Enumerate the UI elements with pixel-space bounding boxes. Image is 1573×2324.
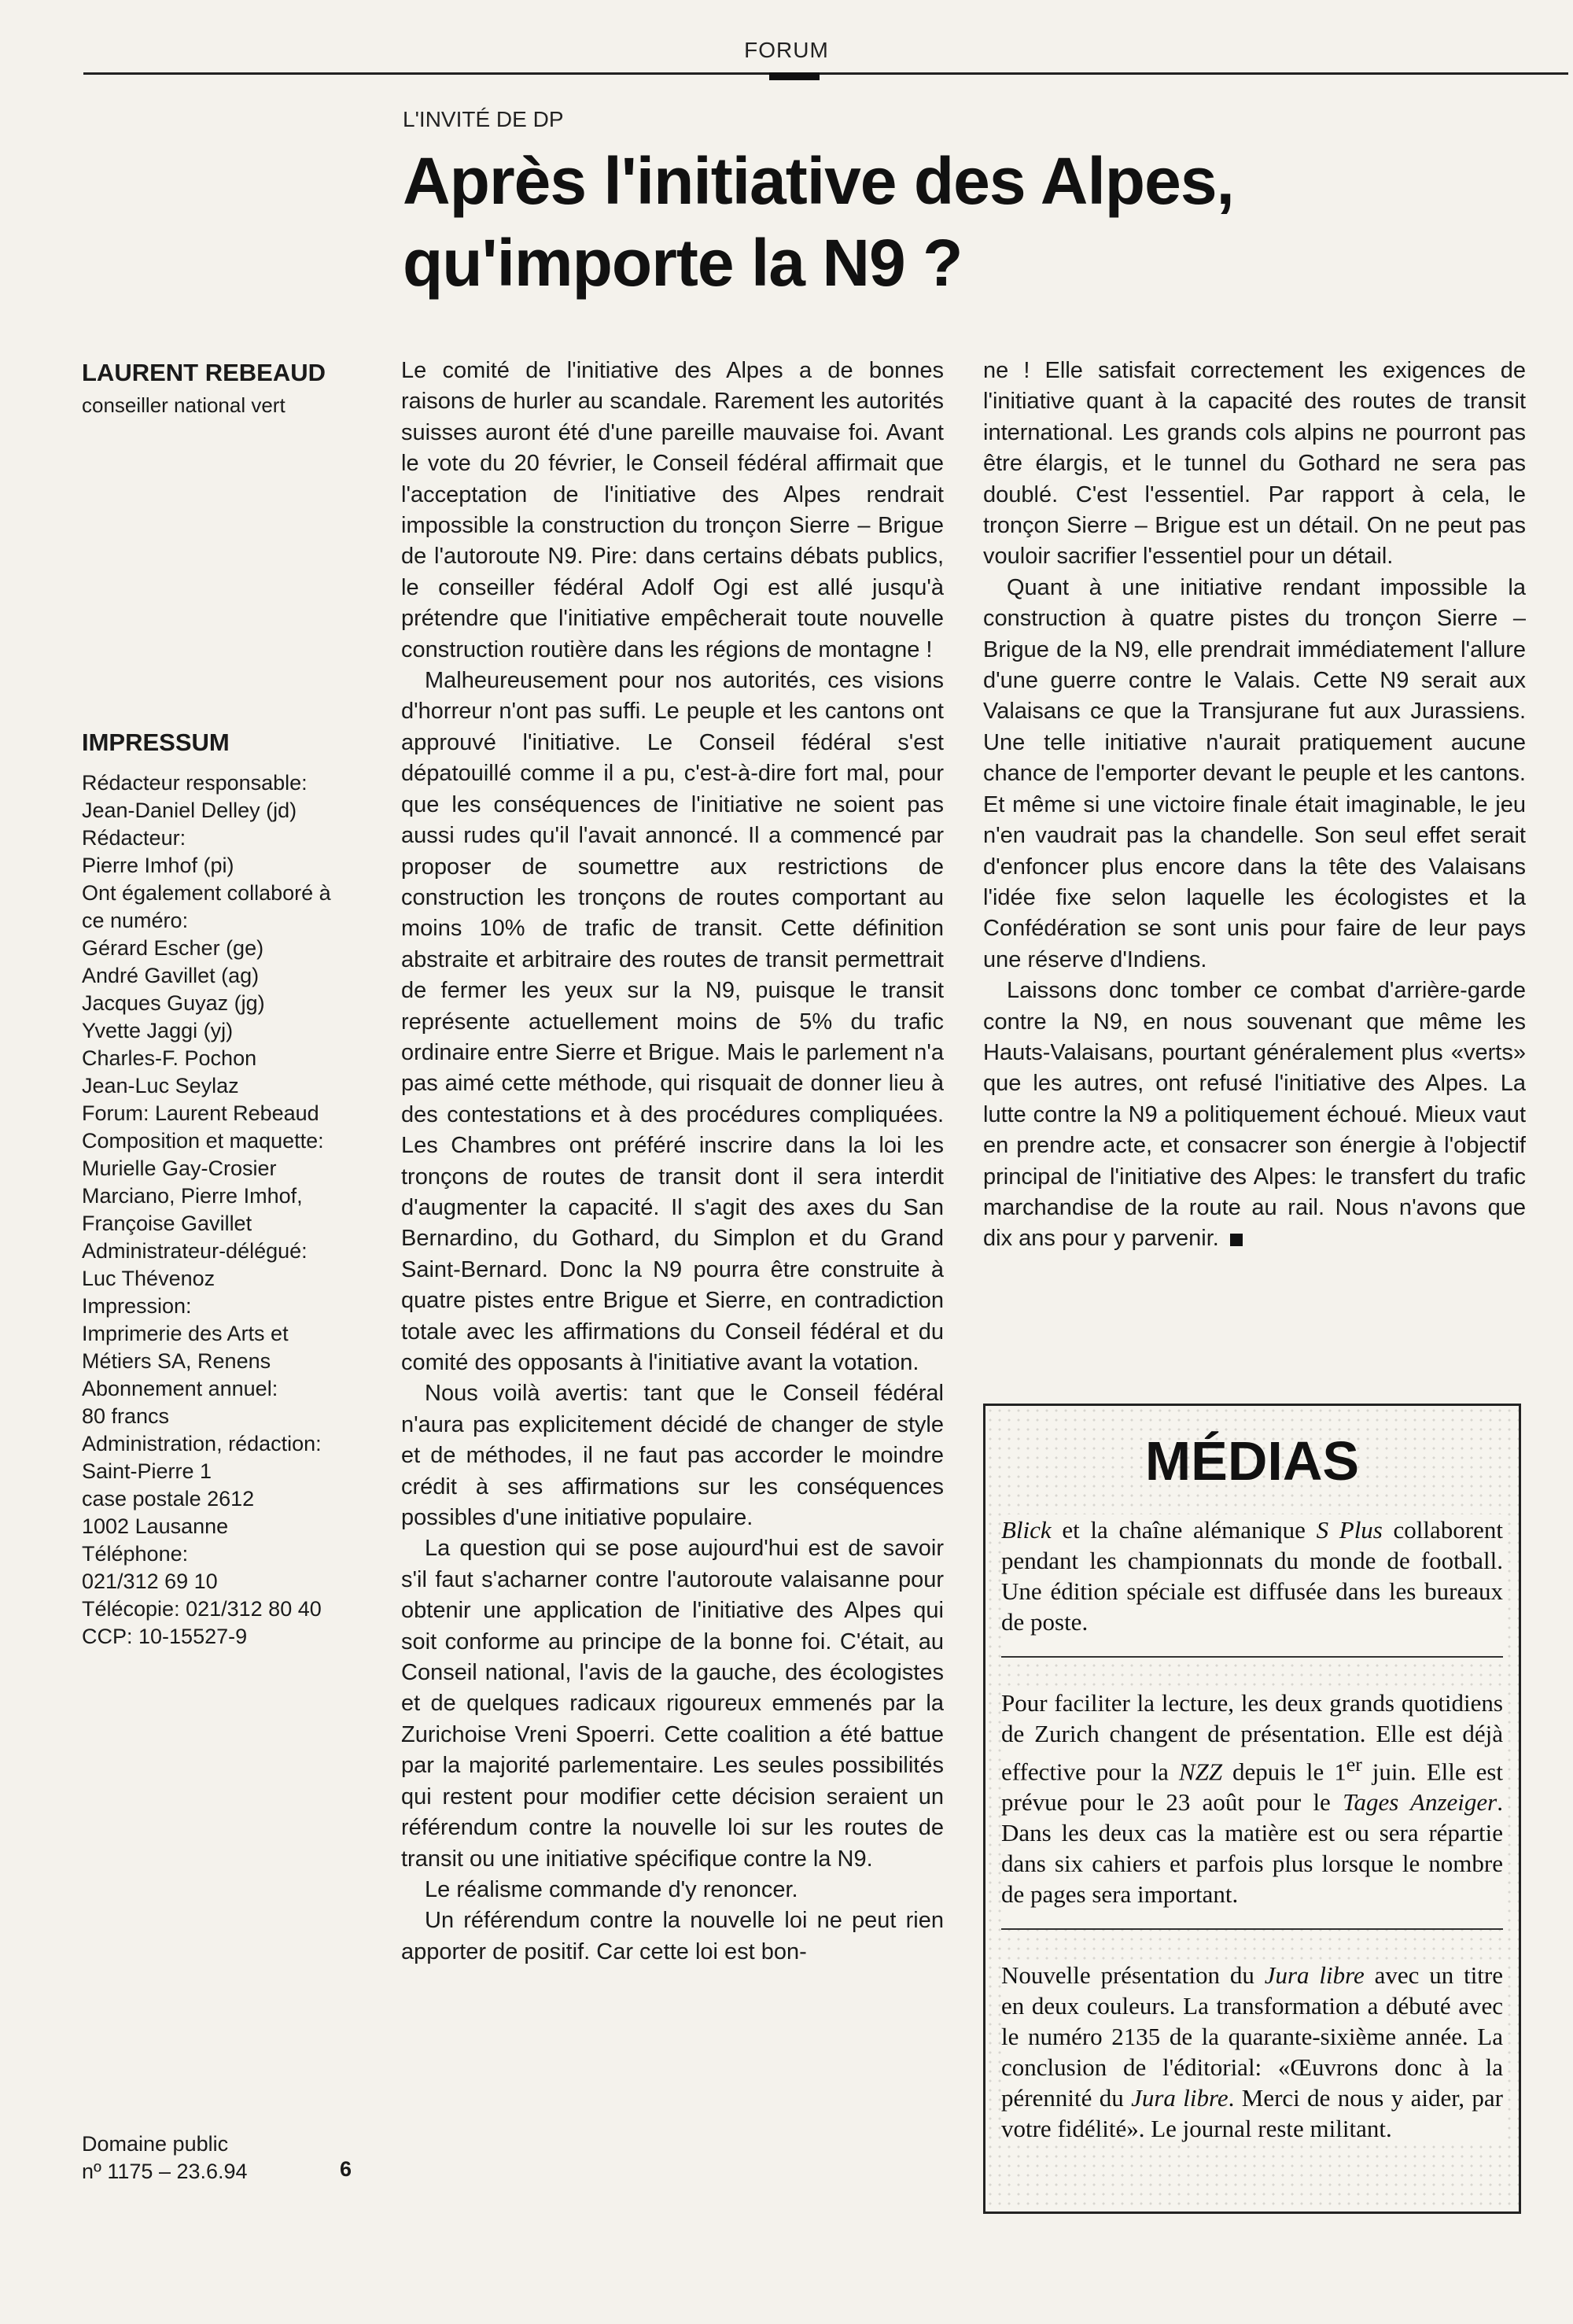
impressum-line: Abonnement annuel: <box>82 1377 278 1400</box>
medias-item <box>1001 1514 1503 1658</box>
publication-title: Tages Anzeiger <box>1343 1788 1497 1817</box>
impressum-line: Gérard Escher (ge) <box>82 936 264 960</box>
article-paragraph-text: Laissons donc tomber ce combat d'arrière-garde contre la N9, en nous souvenant que même les Hauts-Valaisans, pourtant généralement plus «verts» que les autres, ont refusé l'initiative des Alpes. La lutte contre la N9 a politiquement échoué. Mieux vaut en prendre acte, et consacrer son énergie à l'objectif principal de l'initiative des Alpes: le transfert du trafic marchandise de la route au rail. Nous n'avons que dix ans pour y parvenir. <box>983 978 1526 1252</box>
article-paragraph <box>983 976 1526 1255</box>
impressum-line: Impression: <box>82 1294 192 1318</box>
impressum-line: ce numéro: <box>82 909 189 932</box>
header-rule-tab <box>769 72 820 80</box>
page-number: 6 <box>340 2157 352 2181</box>
article-column-1 <box>401 356 944 1968</box>
article-paragraph: Quant à une initiative rendant impossible la construction à quatre pistes du tronçon Sierre – Brigue de la N9, elle prendrait immédiatement l'allure d'une guerre contre le Valais. Cette N9 serait aux Valaisans ce que la Transjurane fut aux Jurassiens. Une telle initiative n'aurait pratiquement aucune chance de l'emporter devant le peuple et les cantons. Et même si une victoire finale était imaginable, le jeu n'en vaudrait pas la chandelle. Son seul effet serait d'enfoncer plus encore dans la tête des Valaisans l'idée fixe selon laquelle les écologistes et la Confédération se sont unis pour faire de leur pays une réserve d'Indiens. <box>983 574 1526 972</box>
impressum-line: CCP: 10-15527-9 <box>82 1625 248 1648</box>
impressum-line: Administration, rédaction: <box>82 1432 322 1455</box>
impressum-line: Forum: Laurent Rebeaud <box>82 1101 319 1125</box>
publication-title: Blick <box>1001 1516 1052 1544</box>
impressum-title: IMPRESSUM <box>82 729 230 756</box>
medias-text: . Dans les deux cas la matière est ou sera répartie dans six cahiers et parfois plus lorsque le nombre de pages sera important. <box>1001 1788 1503 1909</box>
medias-text: . Merci de nous y aider, par votre fidélité». Le journal reste militant. <box>1001 2084 1503 2143</box>
publication-title: Jura libre <box>1131 2084 1229 2112</box>
impressum-line: Télécopie: 021/312 80 40 <box>82 1597 322 1621</box>
impressum-line: Jacques Guyaz (jg) <box>82 991 265 1015</box>
impressum-line: Charles-F. Pochon <box>82 1046 257 1070</box>
impressum-line: Jean-Luc Seylaz <box>82 1074 239 1097</box>
article-headline <box>403 140 1504 304</box>
publication-title: Jura libre <box>1264 1961 1365 1990</box>
impressum-line: 1002 Lausanne <box>82 1514 229 1538</box>
issue-number: nº 1175 – 23.6.94 <box>82 2160 248 2183</box>
article-column-2 <box>983 356 1526 1255</box>
medias-title: MÉDIAS <box>1144 1430 1360 1492</box>
medias-text: depuis le 1 <box>1222 1758 1346 1786</box>
impressum-line: André Gavillet (ag) <box>82 964 260 987</box>
impressum-line: Pierre Imhof (pi) <box>82 854 234 877</box>
article-paragraph: Le réalisme commande d'y renoncer. <box>425 1876 798 1902</box>
impressum-line: Imprimerie des Arts et <box>82 1322 289 1345</box>
publication-name: Domaine public <box>82 2132 229 2156</box>
impressum-line: 80 francs <box>82 1404 170 1428</box>
impressum-line: Rédacteur responsable: <box>82 771 308 795</box>
medias-item <box>1001 1960 1503 2144</box>
medias-text: juin. Elle est prévue pour le 23 août pour le <box>1001 1758 1504 1817</box>
medias-text: avec un titre en deux couleurs. La transformation a débuté avec le numéro 2135 de la quarante-sixième année. La conclusion de l'éditorial: «Œuvrons donc à la pérennité du <box>1001 1961 1504 2112</box>
impressum-line: Marciano, Pierre Imhof, <box>82 1184 303 1208</box>
article-paragraph: Malheureusement pour nos autorités, ces visions d'horreur n'ont pas suffi. Le peuple et les cantons ont approuvé l'initiative. Le Conseil fédéral s'est dépatouillé comme il a pu, c'est-à-dire fort mal, pour que les conséquences de l'initiative ne soient pas aussi rudes qu'il l'avait annoncé. Il a commencé par proposer de soumettre aux restrictions de construction les tronçons de routes comportant au moins 10% de trafic de transit. Cette définition abstraite et arbitraire des routes de transit permettrait de fermer les yeux sur la N9, puisque le transit représente actuellement moins de 5% du trafic ordinaire entre Sierre et Brigue. Mais le parlement n'a pas aimé cette méthode, qui risquait de donner lieu à des contestations et à des procédures compliquées. Les Chambres ont préféré inscrire dans la loi les tronçons de routes de transit dont il sera interdit d'augmenter la capacité. Il s'agit des axes du San Bernardino, du Gothard, du Simplon et du Grand Saint-Bernard. Donc la N9 pourra être construite à quatre pistes entre Brigue et Sierre, en contradiction totale avec les affirmations du Conseil fédéral et du comité des opposants à l'initiative avant la votation. <box>401 668 944 1375</box>
medias-text: collaborent pendant les championnats du monde de football. Une édition spéciale est diffusée dans les bureaux de poste. <box>1001 1516 1503 1636</box>
impressum-line: Métiers SA, Renens <box>82 1349 271 1373</box>
headline-line-2: qu'importe la N9 ? <box>403 226 963 300</box>
publication-title: NZZ <box>1178 1758 1223 1786</box>
impressum-line: Rédacteur: <box>82 826 186 850</box>
impressum-line: Administrateur-délégué: <box>82 1239 308 1263</box>
ordinal-superscript: er <box>1346 1753 1362 1776</box>
author-role: conseiller national vert <box>82 393 285 417</box>
impressum-line: Téléphone: <box>82 1542 189 1566</box>
article-paragraph: Un référendum contre la nouvelle loi ne peut rien apporter de positif. Car cette loi est bon- <box>401 1908 944 1964</box>
impressum-line: Jean-Daniel Delley (jd) <box>82 799 297 822</box>
publication-title: S Plus <box>1316 1516 1383 1544</box>
impressum-line: Composition et maquette: <box>82 1129 324 1153</box>
author-name: LAURENT REBEAUD <box>82 359 326 386</box>
impressum-line: Françoise Gavillet <box>82 1212 252 1235</box>
medias-text: et la chaîne alémanique <box>1051 1516 1317 1544</box>
article-paragraph: La question qui se pose aujourd'hui est de savoir s'il faut s'acharner contre l'autoroute valaisanne pour obtenir une application de l'initiative des Alpes qui soit conforme au principe de la bonne foi. C'était, au Conseil national, l'avis de la gauche, des écologistes et de quelques radicaux rigoureux emmenés par la Zurichoise Vreni Spoerri. Cette coalition a été battue par la majorité parlementaire. Les seules possibilités qui restent pour modifier cette décision seraient un référendum contre la nouvelle loi sur les routes de transit ou une initiative spécifique contre la N9. <box>401 1536 944 1872</box>
section-label: FORUM <box>744 38 829 62</box>
impressum-line: Yvette Jaggi (yj) <box>82 1019 234 1042</box>
end-of-article-mark <box>1230 1234 1243 1246</box>
impressum-line: case postale 2612 <box>82 1487 255 1511</box>
article-paragraph: Nous voilà avertis: tant que le Conseil fédéral n'aura pas explicitement décidé de changer de style et de méthodes, il ne faut pas accorder le moindre crédit à ses affirmations sur les conséquences possibles d'une initiative populaire. <box>401 1381 944 1531</box>
medias-text: Pour faciliter la lecture, les deux grands quotidiens de Zurich changent de présentation. Elle est déjà effective pour la <box>1001 1689 1503 1786</box>
medias-item <box>1001 1688 1503 1930</box>
headline-line-1: Après l'initiative des Alpes, <box>403 144 1234 218</box>
header-rule <box>83 72 1568 75</box>
article-kicker: L'INVITÉ DE DP <box>403 107 564 131</box>
impressum-line: 021/312 69 10 <box>82 1570 218 1593</box>
impressum-list <box>82 769 365 1651</box>
medias-box <box>983 1404 1521 2214</box>
impressum-line: Ont également collaboré à <box>82 881 331 905</box>
impressum-line: Luc Thévenoz <box>82 1267 216 1290</box>
article-paragraph: ne ! Elle satisfait correctement les exigences de l'initiative quant à la capacité des routes de transit international. Les grands cols alpins ne pourront pas être élargis, et le tunnel du Gothard ne sera pas doublé. C'est l'essentiel. Par rapport à cela, le tronçon Sierre – Brigue est un détail. On ne peut pas vouloir sacrifier l'essentiel pour un détail. <box>983 358 1526 570</box>
article-paragraph: Le comité de l'initiative des Alpes a de bonnes raisons de hurler au scandale. Rarement les autorités suisses auront été d'une pareille mauvaise foi. Avant le vote du 20 février, le Conseil fédéral affirmait que l'acceptation de l'initiative des Alpes rendrait impossible la construction du tronçon Sierre – Brigue de l'autoroute N9. Pire: dans certains débats publics, le conseiller fédéral Adolf Ogi est allé jusqu'à prétendre que l'initiative empêcherait toute nouvelle construction routière dans les régions de montagne ! <box>401 358 944 662</box>
footer-info <box>82 2130 365 2186</box>
impressum-line: Saint-Pierre 1 <box>82 1459 212 1483</box>
medias-text: Nouvelle présentation du <box>1001 1961 1265 1990</box>
impressum-line: Murielle Gay-Crosier <box>82 1156 277 1180</box>
